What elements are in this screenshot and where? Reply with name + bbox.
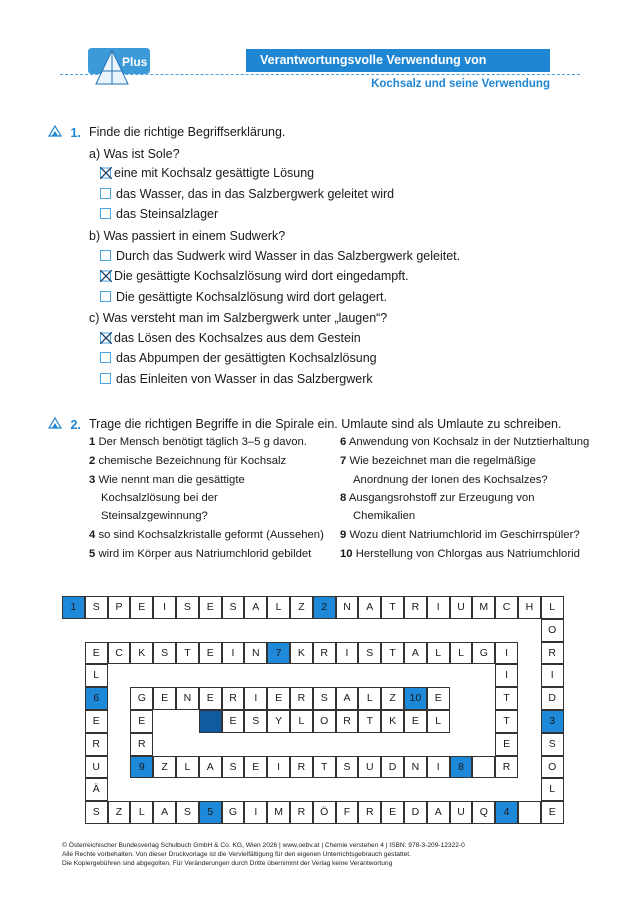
clue-6: 6 Anwendung von Kochsalz in der Nutztierhaltung [340,436,590,448]
grid-cell[interactable]: R [336,710,359,733]
grid-cell[interactable]: N [336,596,359,619]
grid-cell[interactable]: Z [381,687,404,710]
grid-cell[interactable]: 5 [199,801,222,824]
clue-2: 2 chemische Bezeichnung für Kochsalz [89,455,287,467]
q1-text: Finde die richtige Begriffserklärung. [89,125,286,139]
grid-cell[interactable]: 2 [313,596,336,619]
grid-cell[interactable]: S [85,801,108,824]
grid-cell[interactable]: 8 [450,756,473,779]
grid-cell[interactable]: E [244,756,267,779]
grid-cell[interactable] [472,756,495,779]
q1-part-a-label: a) Was ist Sole? [89,147,180,161]
grid-cell[interactable]: T [381,642,404,665]
checked-x-icon [100,332,112,344]
grid-cell[interactable]: S [222,596,245,619]
grid-cell[interactable]: U [85,756,108,779]
header-title: Verantwortungsvolle Verwendung von Rohstoffen [246,49,550,72]
checkbox-icon [100,188,111,199]
grid-cell[interactable]: I [336,642,359,665]
grid-cell[interactable]: Z [153,756,176,779]
grid-cell[interactable]: O [541,619,564,642]
header-subtitle: Kochsalz und seine Verwendung [371,78,550,90]
q1b-option-1[interactable]: Durch das Sudwerk wird Wasser in das Salzbergwerk geleitet. [100,249,460,263]
grid-cell[interactable]: 10 [404,687,427,710]
grid-cell[interactable]: D [381,756,404,779]
grid-cell[interactable]: Z [108,801,131,824]
grid-cell[interactable]: Z [290,596,313,619]
grid-cell[interactable]: 4 [495,801,518,824]
grid-cell[interactable]: I [267,756,290,779]
clue-4: 4 so sind Kochsalzkristalle geformt (Aussehen) [89,529,324,541]
grid-cell[interactable]: G [472,642,495,665]
grid-cell[interactable]: L [358,687,381,710]
grid-cell[interactable]: I [427,596,450,619]
footer-line-1: © Österreichischer Bundesverlag Schulbuch GmbH & Co. KG, Wien 2026 | www.oebv.at | Chemie verstehen 4 | ISBN: 978-3-209-12322-0 [62,842,465,849]
grid-cell[interactable]: H [518,596,541,619]
clue-7-line-2: Anordnung der Ionen des Kochsalzes? [353,474,548,486]
grid-cell[interactable]: L [85,664,108,687]
grid-cell[interactable]: S [541,733,564,756]
grid-cell[interactable]: R [541,642,564,665]
grid-cell[interactable]: L [541,778,564,801]
grid-cell[interactable]: E [153,687,176,710]
q1-part-c-label: c) Was versteht man im Salzbergwerk unter „laugen“? [89,311,388,325]
grid-cell[interactable]: G [130,687,153,710]
grid-cell[interactable]: E [541,801,564,824]
grid-cell[interactable]: G [222,801,245,824]
grid-cell[interactable]: D [404,801,427,824]
grid-cell[interactable]: S [176,596,199,619]
q1-number: 1. [70,126,81,140]
clue-8-line-2: Chemikalien [353,510,416,522]
grid-cell[interactable]: 6 [85,687,108,710]
grid-cell[interactable]: I [222,642,245,665]
grid-cell[interactable]: A [244,596,267,619]
grid-cell[interactable]: E [199,596,222,619]
grid-cell[interactable]: S [85,596,108,619]
grid-cell[interactable]: I [153,596,176,619]
q1a-option-1[interactable]: eine mit Kochsalz gesättigte Lösung [100,166,314,180]
grid-cell[interactable]: N [176,687,199,710]
grid-cell[interactable]: E [404,710,427,733]
clue-7: 7 Wie bezeichnet man die regelmäßige [340,455,536,467]
q1b-option-3[interactable]: Die gesättigte Kochsalzlösung wird dort gelagert. [100,290,387,304]
grid-cell[interactable]: 1 [62,596,85,619]
grid-cell[interactable]: I [427,756,450,779]
grid-cell[interactable]: D [541,687,564,710]
grid-cell[interactable]: R [290,756,313,779]
checked-x-icon [100,270,112,282]
grid-cell[interactable]: R [290,801,313,824]
grid-cell[interactable]: L [450,642,473,665]
grid-cell[interactable]: A [427,801,450,824]
grid-cell[interactable]: R [130,733,153,756]
clue-3-line-2: Kochsalzlösung bei der [101,492,218,504]
grid-cell[interactable]: S [358,642,381,665]
q1b-option-2[interactable]: Die gesättigte Kochsalzlösung wird dort eingedampft. [100,269,409,283]
grid-cell[interactable]: A [404,642,427,665]
checked-x-icon [100,167,112,179]
grid-cell[interactable]: R [495,756,518,779]
grid-cell[interactable]: R [358,801,381,824]
grid-cell[interactable]: E [130,710,153,733]
grid-cell[interactable]: A [153,801,176,824]
logo-text: Plus [122,55,148,69]
grid-cell[interactable]: T [176,642,199,665]
q2-header [48,416,81,434]
clue-8: 8 Ausgangsrohstoff zur Erzeugung von [340,492,535,504]
grid-cell[interactable]: N [244,642,267,665]
q1a-option-3[interactable]: das Steinsalzlager [100,207,218,221]
grid-cell[interactable]: C [495,596,518,619]
grid-cell[interactable]: C [108,642,131,665]
checkbox-icon [100,291,111,302]
grid-cell[interactable]: R [404,596,427,619]
grid-cell[interactable]: T [313,756,336,779]
grid-cell[interactable]: F [336,801,359,824]
grid-cell[interactable]: A [199,756,222,779]
grid-cell[interactable]: L [427,642,450,665]
q1-header [48,124,81,142]
grid-cell[interactable]: U [358,756,381,779]
clue-10: 10 Herstellung von Chlorgas aus Natriumchlorid [340,548,580,560]
q1-part-b-label: b) Was passiert in einem Sudwerk? [89,229,286,243]
clue-3: 3 Wie nennt man die gesättigte [89,474,245,486]
difficulty-icon [48,417,62,429]
checkbox-icon [100,208,111,219]
checkbox-icon [100,352,111,363]
grid-cell[interactable]: I [244,801,267,824]
grid-cell[interactable]: 9 [130,756,153,779]
clue-5: 5 wird im Körper aus Natriumchlorid gebildet [89,548,312,560]
grid-cell[interactable]: R [222,687,245,710]
grid-cell[interactable]: L [290,710,313,733]
grid-cell[interactable]: P [108,596,131,619]
grid-cell[interactable]: 3 [541,710,564,733]
grid-cell[interactable]: S [176,801,199,824]
grid-cell[interactable]: I [541,664,564,687]
grid-cell[interactable]: 7 [267,642,290,665]
q2-text: Trage die richtigen Begriffe in die Spirale ein. Umlaute sind als Umlaute zu schreiben. [89,417,562,431]
grid-cell[interactable]: A [336,687,359,710]
footer-line-3: Die Kopiergebühren sind abgegolten. Für Veränderungen durch Dritte übernimmt der Verlag keine Verantwortung [62,860,393,867]
grid-cell[interactable]: R [85,733,108,756]
clue-1: 1 Der Mensch benötigt täglich 3–5 g davon. [89,436,307,448]
grid-cell[interactable]: M [267,801,290,824]
grid-cell[interactable]: S [313,687,336,710]
difficulty-icon [48,125,62,137]
grid-cell[interactable]: L [427,710,450,733]
grid-cell[interactable]: O [541,756,564,779]
grid-cell[interactable]: R [290,687,313,710]
grid-cell[interactable]: M [472,596,495,619]
grid-cell[interactable]: T [381,596,404,619]
grid-cell[interactable]: E [427,687,450,710]
grid-cell[interactable]: L [130,801,153,824]
grid-cell[interactable]: E [199,687,222,710]
grid-cell[interactable] [199,710,222,733]
grid-cell[interactable]: T [495,710,518,733]
clue-9: 9 Wozu dient Natriumchlorid im Geschirrspüler? [340,529,580,541]
grid-cell[interactable]: T [495,687,518,710]
grid-cell[interactable]: S [222,756,245,779]
q1c-option-3[interactable]: das Einleiten von Wasser in das Salzbergwerk [100,372,373,386]
grid-cell[interactable]: E [130,596,153,619]
plus-logo [86,44,152,86]
checkbox-icon [100,373,111,384]
footer-line-2: Alle Rechte vorbehalten. Von dieser Druckvorlage ist die Vervielfältigung für den eigenen Unterrichtsgebrauch gestattet. [62,851,411,858]
grid-cell[interactable]: L [267,596,290,619]
grid-cell[interactable]: I [495,664,518,687]
q1a-option-2[interactable]: das Wasser, das in das Salzbergwerk geleitet wird [100,187,394,201]
grid-cell[interactable]: E [199,642,222,665]
grid-cell[interactable]: E [85,642,108,665]
grid-cell[interactable]: Ö [313,801,336,824]
clue-3-line-3: Steinsalzgewinnung? [101,510,208,522]
grid-cell[interactable]: R [313,642,336,665]
q1c-option-2[interactable]: das Abpumpen der gesättigten Kochsalzlösung [100,351,377,365]
grid-cell[interactable]: Q [472,801,495,824]
grid-cell[interactable]: N [404,756,427,779]
grid-cell[interactable]: A [358,596,381,619]
q2-number: 2. [70,418,81,432]
grid-cell[interactable]: K [381,710,404,733]
grid-cell[interactable]: S [244,710,267,733]
grid-cell[interactable]: S [336,756,359,779]
grid-cell[interactable]: E [222,710,245,733]
grid-cell[interactable]: T [358,710,381,733]
grid-cell[interactable]: E [495,733,518,756]
grid-cell[interactable]: I [244,687,267,710]
grid-cell[interactable]: L [541,596,564,619]
q1c-option-1[interactable]: das Lösen des Kochsalzes aus dem Gestein [100,331,361,345]
grid-cell[interactable]: O [313,710,336,733]
grid-cell[interactable]: S [153,642,176,665]
grid-cell[interactable]: I [495,642,518,665]
grid-cell[interactable]: E [267,687,290,710]
grid-cell[interactable]: U [450,596,473,619]
footer [62,841,582,868]
grid-cell[interactable]: E [85,710,108,733]
grid-cell[interactable]: U [450,801,473,824]
grid-cell[interactable]: K [290,642,313,665]
grid-cell[interactable]: K [130,642,153,665]
checkbox-icon [100,250,111,261]
grid-cell[interactable]: E [381,801,404,824]
grid-cell[interactable]: Ä [85,778,108,801]
grid-cell[interactable]: Y [267,710,290,733]
grid-cell[interactable] [518,801,541,824]
grid-cell[interactable]: L [176,756,199,779]
